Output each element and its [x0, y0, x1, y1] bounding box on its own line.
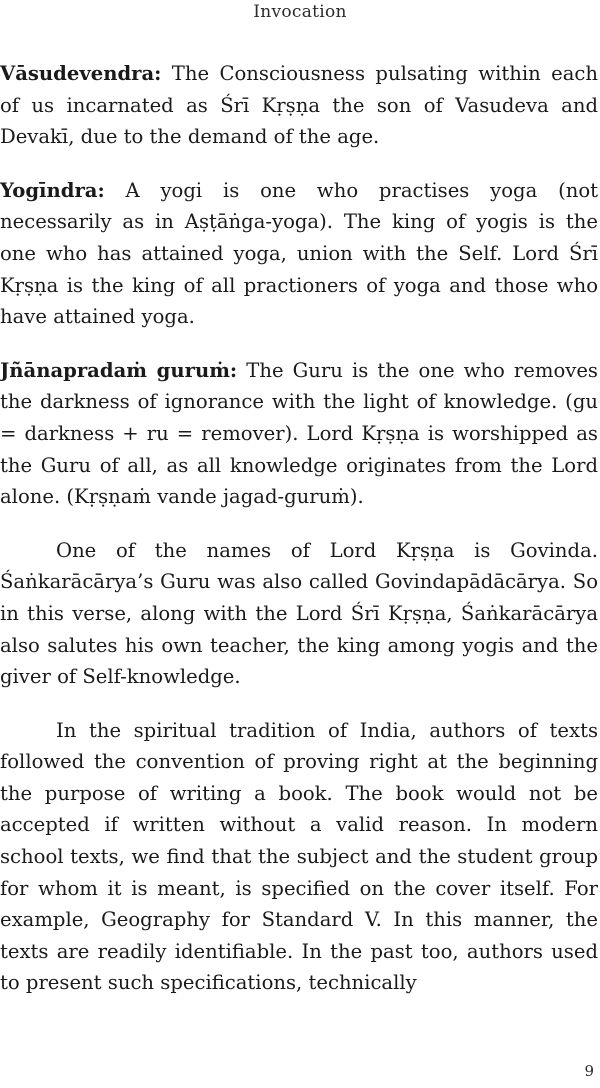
term-vasudevendra: Vāsudevendra: — [0, 62, 162, 85]
definition-text: The Consciousness pulsating within each of us incarnated as Śrī Kṛṣṇa the son of Vasudeva and Devakī, due to the demand of the age. — [0, 62, 598, 149]
body-paragraph: In the spiritual tradition of India, authors of texts followed the convention of proving right at the beginning the purpose of writing a book. The book would not be accepted if written without a valid reason. In modern school texts, we find that the subject and the student group for whom it is meant, is specified on the cover itself. For example, Geography for Standard V. In this manner, the texts are readily identifiable. In the past too, authors used to present such specifications, technically — [0, 718, 598, 995]
running-head-title: Invocation — [253, 2, 347, 22]
definition-vasudevendra — [0, 58, 598, 153]
term-yogindra: Yogīndra: — [0, 178, 105, 202]
definition-text: The Guru is the one who removes the darkness of ignorance with the light of knowledge. (gu = darkness + ru = remover). Lord Kṛṣṇa is worshipped as the Guru of all, as all knowledge originates from the Lord alone. (Kṛṣṇaṁ vande jagad-guruṁ). — [0, 358, 598, 509]
definition-text: A yogi is one who practises yoga (not necessarily as in Aṣṭāṅga-yoga). The king of yogis is the one who has attained yoga, union with the Self. Lord Śrī Kṛṣṇa is the king of all practioners of yoga and those who have attained yoga. — [0, 178, 598, 329]
page-number: 9 — [584, 1062, 594, 1080]
definition-yogindra — [0, 175, 598, 333]
page-body — [0, 58, 598, 1021]
definition-jnanapradam-gurum — [0, 355, 598, 513]
term-jnanapradam-gurum: Jñānapradaṁ guruṁ: — [0, 358, 238, 382]
body-paragraph: One of the names of Lord Kṛṣṇa is Govinda. Śaṅkarācārya’s Guru was also called Govindapādācārya. So in this verse, along with the Lord Śrī Kṛṣṇa, Śaṅkarācārya also salutes his own teacher, the king among yogis and the giver of Self-knowledge. — [0, 538, 598, 689]
